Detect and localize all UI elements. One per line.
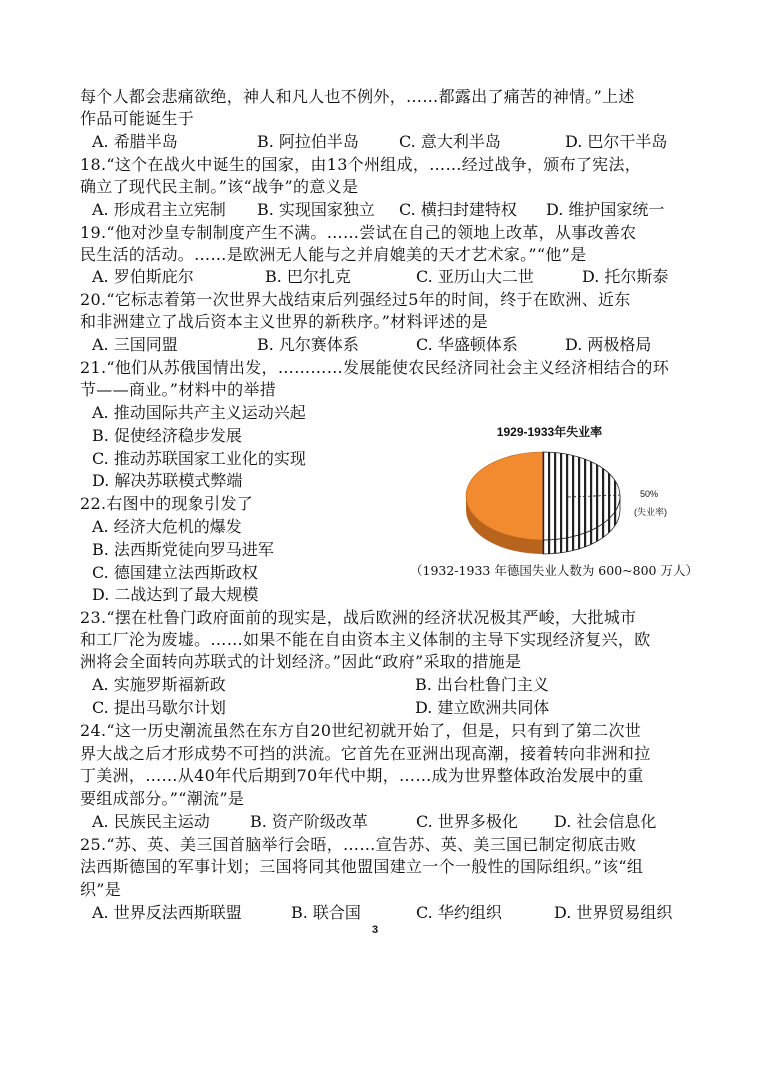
q18-option-d[interactable]: D. 维护国家统一	[546, 200, 665, 219]
q22-option-c[interactable]: C. 德国建立法西斯政权	[92, 563, 258, 582]
q17-text-line2: 作品可能诞生于	[80, 109, 195, 128]
q23-text-line1: 23.“摆在杜鲁门政府面前的现实是，战后欧洲的经济状况极其严峻，大批城市	[80, 608, 637, 627]
q25-text-line3: 织”是	[80, 880, 122, 899]
q23-option-b[interactable]: B. 出台杜鲁门主义	[415, 675, 549, 694]
q24-text-line1: 24.“这一历史潮流虽然在东方自20世纪初就开始了，但是，只有到了第二次世	[80, 721, 642, 740]
q24-option-a[interactable]: A. 民族民主运动	[92, 812, 210, 831]
q23-text-line2: 和工厂沦为废墟。……如果不能在自由资本主义体制的主导下实现经济复兴，欧	[80, 630, 651, 649]
pie-percent-label: 50%	[640, 489, 659, 499]
q20-option-a[interactable]: A. 三国同盟	[92, 335, 178, 354]
q24-text-line4: 要组成部分。”“潮流”是	[80, 789, 245, 808]
q21-option-d[interactable]: D. 解决苏联模式弊端	[92, 471, 243, 490]
q21-text-line2: 节——商业。”材料中的举措	[80, 380, 277, 399]
chart-caption: （1932-1933 年德国失业人数为 600~800 万人）	[410, 563, 698, 578]
pie-series-label: (失业率)	[634, 507, 667, 517]
q23-option-d[interactable]: D. 建立欧洲共同体	[415, 698, 550, 717]
q17-option-d[interactable]: D. 巴尔干半岛	[565, 132, 668, 151]
q19-text-line1: 19.“他对沙皇专制制度产生不满。……尝试在自己的领地上改革，从事改善农	[80, 223, 637, 242]
q25-option-d[interactable]: D. 世界贸易组织	[554, 903, 673, 922]
q20-option-c[interactable]: C. 华盛顿体系	[416, 335, 518, 354]
q20-text-line2: 和非洲建立了战后资本主义世界的新秩序。”材料评述的是	[80, 312, 488, 331]
q24-option-d[interactable]: D. 社会信息化	[554, 812, 657, 831]
q20-option-d[interactable]: D. 两极格局	[565, 335, 652, 354]
q22-option-d[interactable]: D. 二战达到了最大规模	[92, 585, 259, 604]
q21-option-b[interactable]: B. 促使经济稳步发展	[92, 426, 242, 445]
page-number: 3	[372, 924, 379, 936]
q23-option-a[interactable]: A. 实施罗斯福新政	[92, 675, 226, 694]
q21-option-a[interactable]: A. 推动国际共产主义运动兴起	[92, 403, 306, 422]
q22-option-a[interactable]: A. 经济大危机的爆发	[92, 517, 242, 536]
q17-option-b[interactable]: B. 阿拉伯半岛	[257, 132, 359, 151]
q25-option-c[interactable]: C. 华约组织	[416, 903, 502, 922]
q19-option-b[interactable]: B. 巴尔扎克	[265, 267, 351, 286]
q17-option-c[interactable]: C. 意大利半岛	[399, 132, 501, 151]
q19-option-c[interactable]: C. 亚历山大二世	[416, 267, 534, 286]
chart-title: 1929-1933年失业率	[496, 425, 603, 439]
q18-text-line1: 18.“这个在战火中诞生的国家，由13个州组成，……经过战争，颁布了宪法，	[80, 155, 642, 174]
q18-option-c[interactable]: C. 横扫封建特权	[399, 200, 517, 219]
q18-option-a[interactable]: A. 形成君主立宪制	[92, 200, 226, 219]
q21-option-c[interactable]: C. 推动苏联国家工业化的实现	[92, 449, 306, 468]
q25-text-line1: 25.“苏、英、美三国首脑举行会晤，……宣告苏、英、美三国已制定彻底击败	[80, 835, 637, 854]
q22-option-b[interactable]: B. 法西斯党徒向罗马进军	[92, 540, 274, 559]
q24-text-line3: 丁美洲，……从40年代后期到70年代中期，……成为世界整体政治发展中的重	[80, 766, 644, 785]
q24-option-b[interactable]: B. 资产阶级改革	[250, 812, 368, 831]
q19-option-a[interactable]: A. 罗伯斯庇尔	[92, 267, 194, 286]
q25-option-a[interactable]: A. 世界反法西斯联盟	[92, 903, 242, 922]
q24-text-line2: 界大战之后才形成势不可挡的洪流。它首先在亚洲出现高潮，接着转向非洲和拉	[80, 744, 651, 763]
q23-text-line3: 洲将会全面转向苏联式的计划经济。”因此“政府”采取的措施是	[80, 652, 522, 671]
q20-option-b[interactable]: B. 凡尔赛体系	[257, 335, 359, 354]
q19-option-d[interactable]: D. 托尔斯泰	[582, 267, 669, 286]
q19-text-line2: 民生活的活动。……是欧洲无人能与之并肩媲美的天才艺术家。”“他”是	[80, 245, 587, 264]
q24-option-c[interactable]: C. 世界多极化	[416, 812, 518, 831]
q18-option-b[interactable]: B. 实现国家独立	[257, 200, 375, 219]
q25-option-b[interactable]: B. 联合国	[291, 903, 361, 922]
q21-text-line1: 21.“他们从苏俄国情出发，…………发展能使农民经济同社会主义经济相结合的环	[80, 358, 670, 377]
q17-text-line1: 每个人都会悲痛欲绝，神人和凡人也不例外，……都露出了痛苦的神情。”上述	[80, 87, 635, 106]
q20-text-line1: 20.“它标志着第一次世界大战结束后列强经过5年的时间，终于在欧洲、近东	[80, 290, 631, 309]
q17-option-a[interactable]: A. 希腊半岛	[92, 132, 178, 151]
q25-text-line2: 法西斯德国的军事计划；三国将同其他盟国建立一个一般性的国际组织。”该“组	[80, 857, 644, 876]
q18-text-line2: 确立了现代民主制。”该“战争”的意义是	[80, 177, 359, 196]
q22-text: 22.右图中的现象引发了	[80, 494, 254, 513]
unemployment-pie-chart	[458, 444, 628, 556]
q23-option-c[interactable]: C. 提出马歇尔计划	[92, 698, 226, 717]
